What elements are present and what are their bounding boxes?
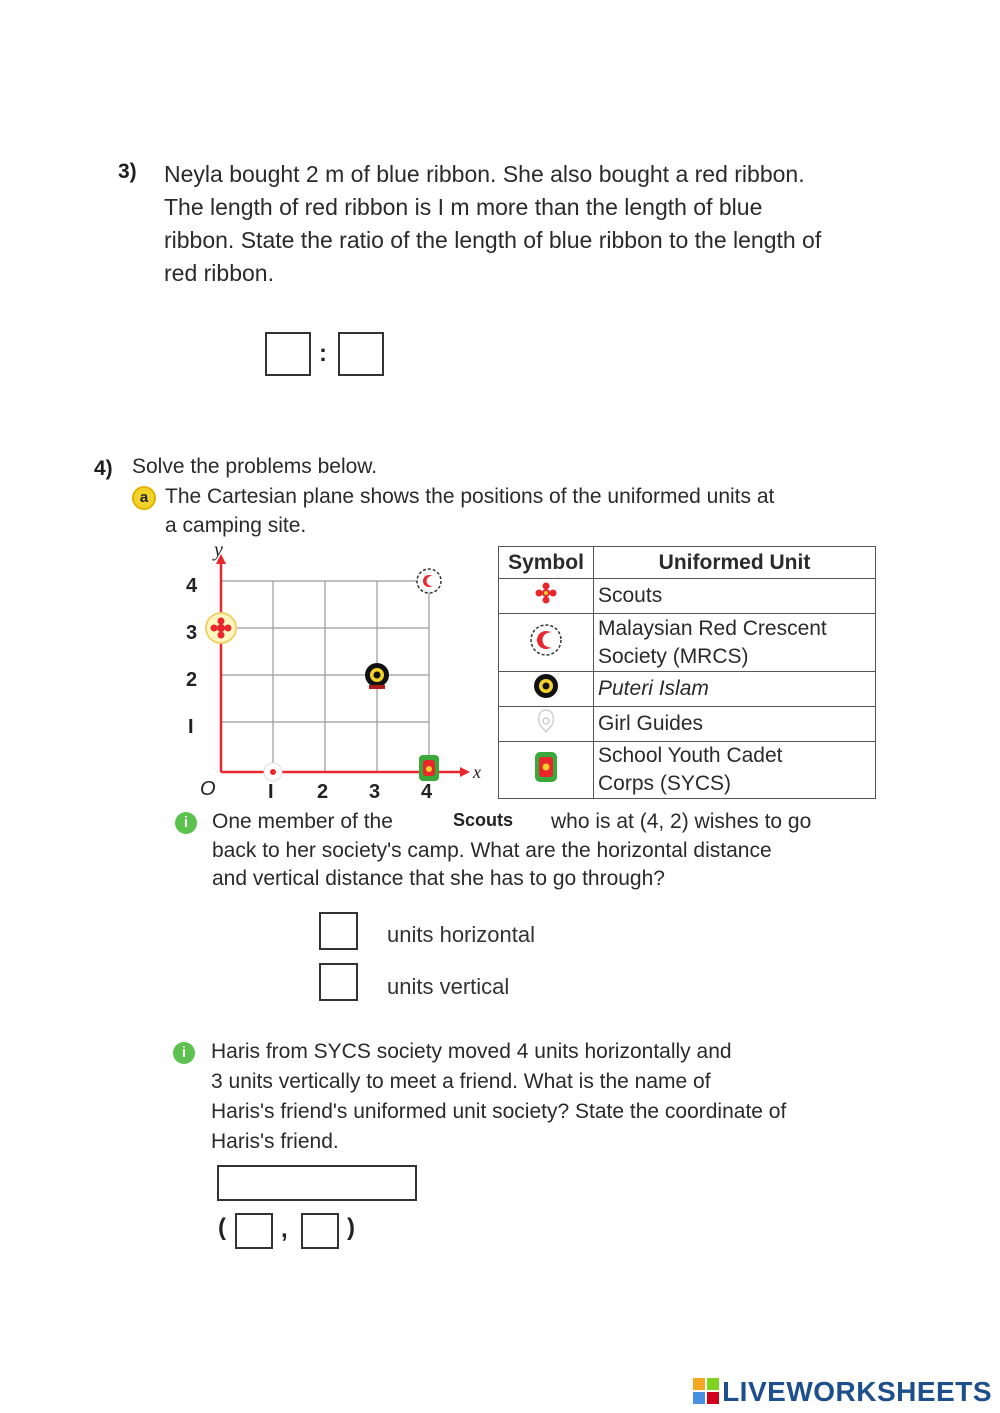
symbol-cell [499, 742, 594, 799]
ratio-blue-input[interactable] [265, 332, 311, 376]
unit-name-cell: Puteri Islam [594, 672, 876, 707]
y-axis-label: y [214, 540, 223, 561]
coordinate-open-paren: ( [218, 1214, 226, 1241]
part-a-line: The Cartesian plane shows the positions of the uniformed units at [165, 485, 775, 508]
unit-name-cell [594, 614, 876, 672]
liveworksheets-logo[interactable] [692, 1376, 992, 1408]
scouts-marker [206, 613, 236, 643]
mrcs-icon [529, 623, 563, 657]
sub-i-line2: back to her society's camp. What are the horizontal distance [212, 839, 772, 862]
unit-name-line: School Youth Cadet [598, 744, 783, 767]
ratio-red-input[interactable] [338, 332, 384, 376]
table-header-row [499, 547, 876, 579]
coordinate-x-input[interactable] [235, 1213, 273, 1249]
unit-name-line: Malaysian Red Crescent [598, 616, 827, 640]
question-3-line: Neyla bought 2 m of blue ribbon. She also bought a red ribbon. [164, 161, 805, 187]
question-3-line: ribbon. State the ratio of the length of blue ribbon to the length of [164, 227, 822, 253]
table-row [499, 742, 876, 799]
units-horizontal-label: units horizontal [387, 922, 535, 947]
units-vertical-label: units vertical [387, 974, 510, 999]
sub-ii-line: Haris from SYCS society moved 4 units horizontally and [211, 1040, 732, 1063]
table-row [499, 614, 876, 672]
part-a-badge: a [132, 486, 156, 510]
sub-i-line3: and vertical distance that she has to go through? [212, 867, 665, 890]
friend-unit-name-input[interactable] [217, 1165, 417, 1201]
part-a-line: a camping site. [165, 514, 307, 537]
sub-ii-line: Haris's friend. [211, 1130, 339, 1153]
symbol-cell [499, 579, 594, 614]
y-tick-label: 4 [186, 575, 198, 597]
sub-i-line1-after: who is at (4, 2) wishes to go [551, 810, 812, 833]
question-3-text [164, 158, 924, 290]
table-row [499, 707, 876, 742]
scouts-icon [533, 580, 559, 606]
sycs-icon [533, 750, 559, 784]
coordinate-y-input[interactable] [301, 1213, 339, 1249]
sub-i-badge: i [175, 812, 197, 834]
sycs-marker [419, 755, 439, 781]
question-4-number: 4) [94, 457, 113, 480]
liveworksheets-icon [692, 1377, 720, 1405]
question-3-line: red ribbon. [164, 260, 274, 286]
puteri-islam-icon [532, 672, 560, 700]
mrcs-marker [417, 569, 441, 593]
unit-name-cell [594, 742, 876, 799]
girl-guides-icon [534, 708, 558, 734]
vertical-distance-input[interactable] [319, 963, 358, 1001]
x-axis-label: x [473, 762, 481, 782]
ratio-separator: : [319, 340, 327, 367]
origin-label: O [200, 778, 216, 800]
x-tick-label: 4 [421, 781, 433, 803]
symbol-cell [499, 707, 594, 742]
question-3-line: The length of red ribbon is I m more than the length of blue [164, 194, 763, 220]
y-tick-label: I [188, 716, 194, 738]
unit-name-cell: Girl Guides [594, 707, 876, 742]
unit-name-line: Corps (SYCS) [598, 772, 732, 795]
coordinate-comma: , [281, 1216, 288, 1243]
coordinate-close-paren: ) [347, 1214, 355, 1241]
x-tick-label: 2 [317, 781, 329, 803]
sub-ii-badge: i [173, 1042, 195, 1064]
unit-name-cell: Scouts [594, 579, 876, 614]
unit-name-line: Society (MRCS) [598, 644, 749, 668]
part-a-text [165, 482, 885, 540]
table-row [499, 672, 876, 707]
girl-guides-marker [264, 763, 282, 781]
cartesian-plane [170, 540, 490, 810]
y-tick-label: 3 [186, 622, 198, 644]
table-header: Symbol [499, 547, 594, 579]
x-tick-label: I [268, 781, 274, 803]
table-header: Uniformed Unit [594, 547, 876, 579]
symbol-cell [499, 672, 594, 707]
symbol-cell [499, 614, 594, 672]
unit-dropdown[interactable]: Scouts [453, 810, 514, 830]
y-tick-label: 2 [186, 669, 198, 691]
grid [221, 581, 429, 772]
x-tick-label: 3 [369, 781, 381, 803]
question-4-intro: Solve the problems below. [132, 455, 378, 478]
table-row [499, 579, 876, 614]
sub-i-line1-before: One member of the [212, 810, 393, 833]
sub-ii-text [211, 1037, 911, 1157]
sub-ii-line: 3 units vertically to meet a friend. What is the name of [211, 1070, 711, 1093]
sub-ii-line: Haris's friend's uniformed unit society? State the coordinate of [211, 1100, 787, 1123]
liveworksheets-brand: LIVEWORKSHEETS [722, 1376, 992, 1407]
puteri-islam-marker [365, 663, 389, 689]
uniformed-units-table [498, 546, 876, 799]
horizontal-distance-input[interactable] [319, 912, 358, 950]
question-3-number: 3) [118, 160, 137, 183]
